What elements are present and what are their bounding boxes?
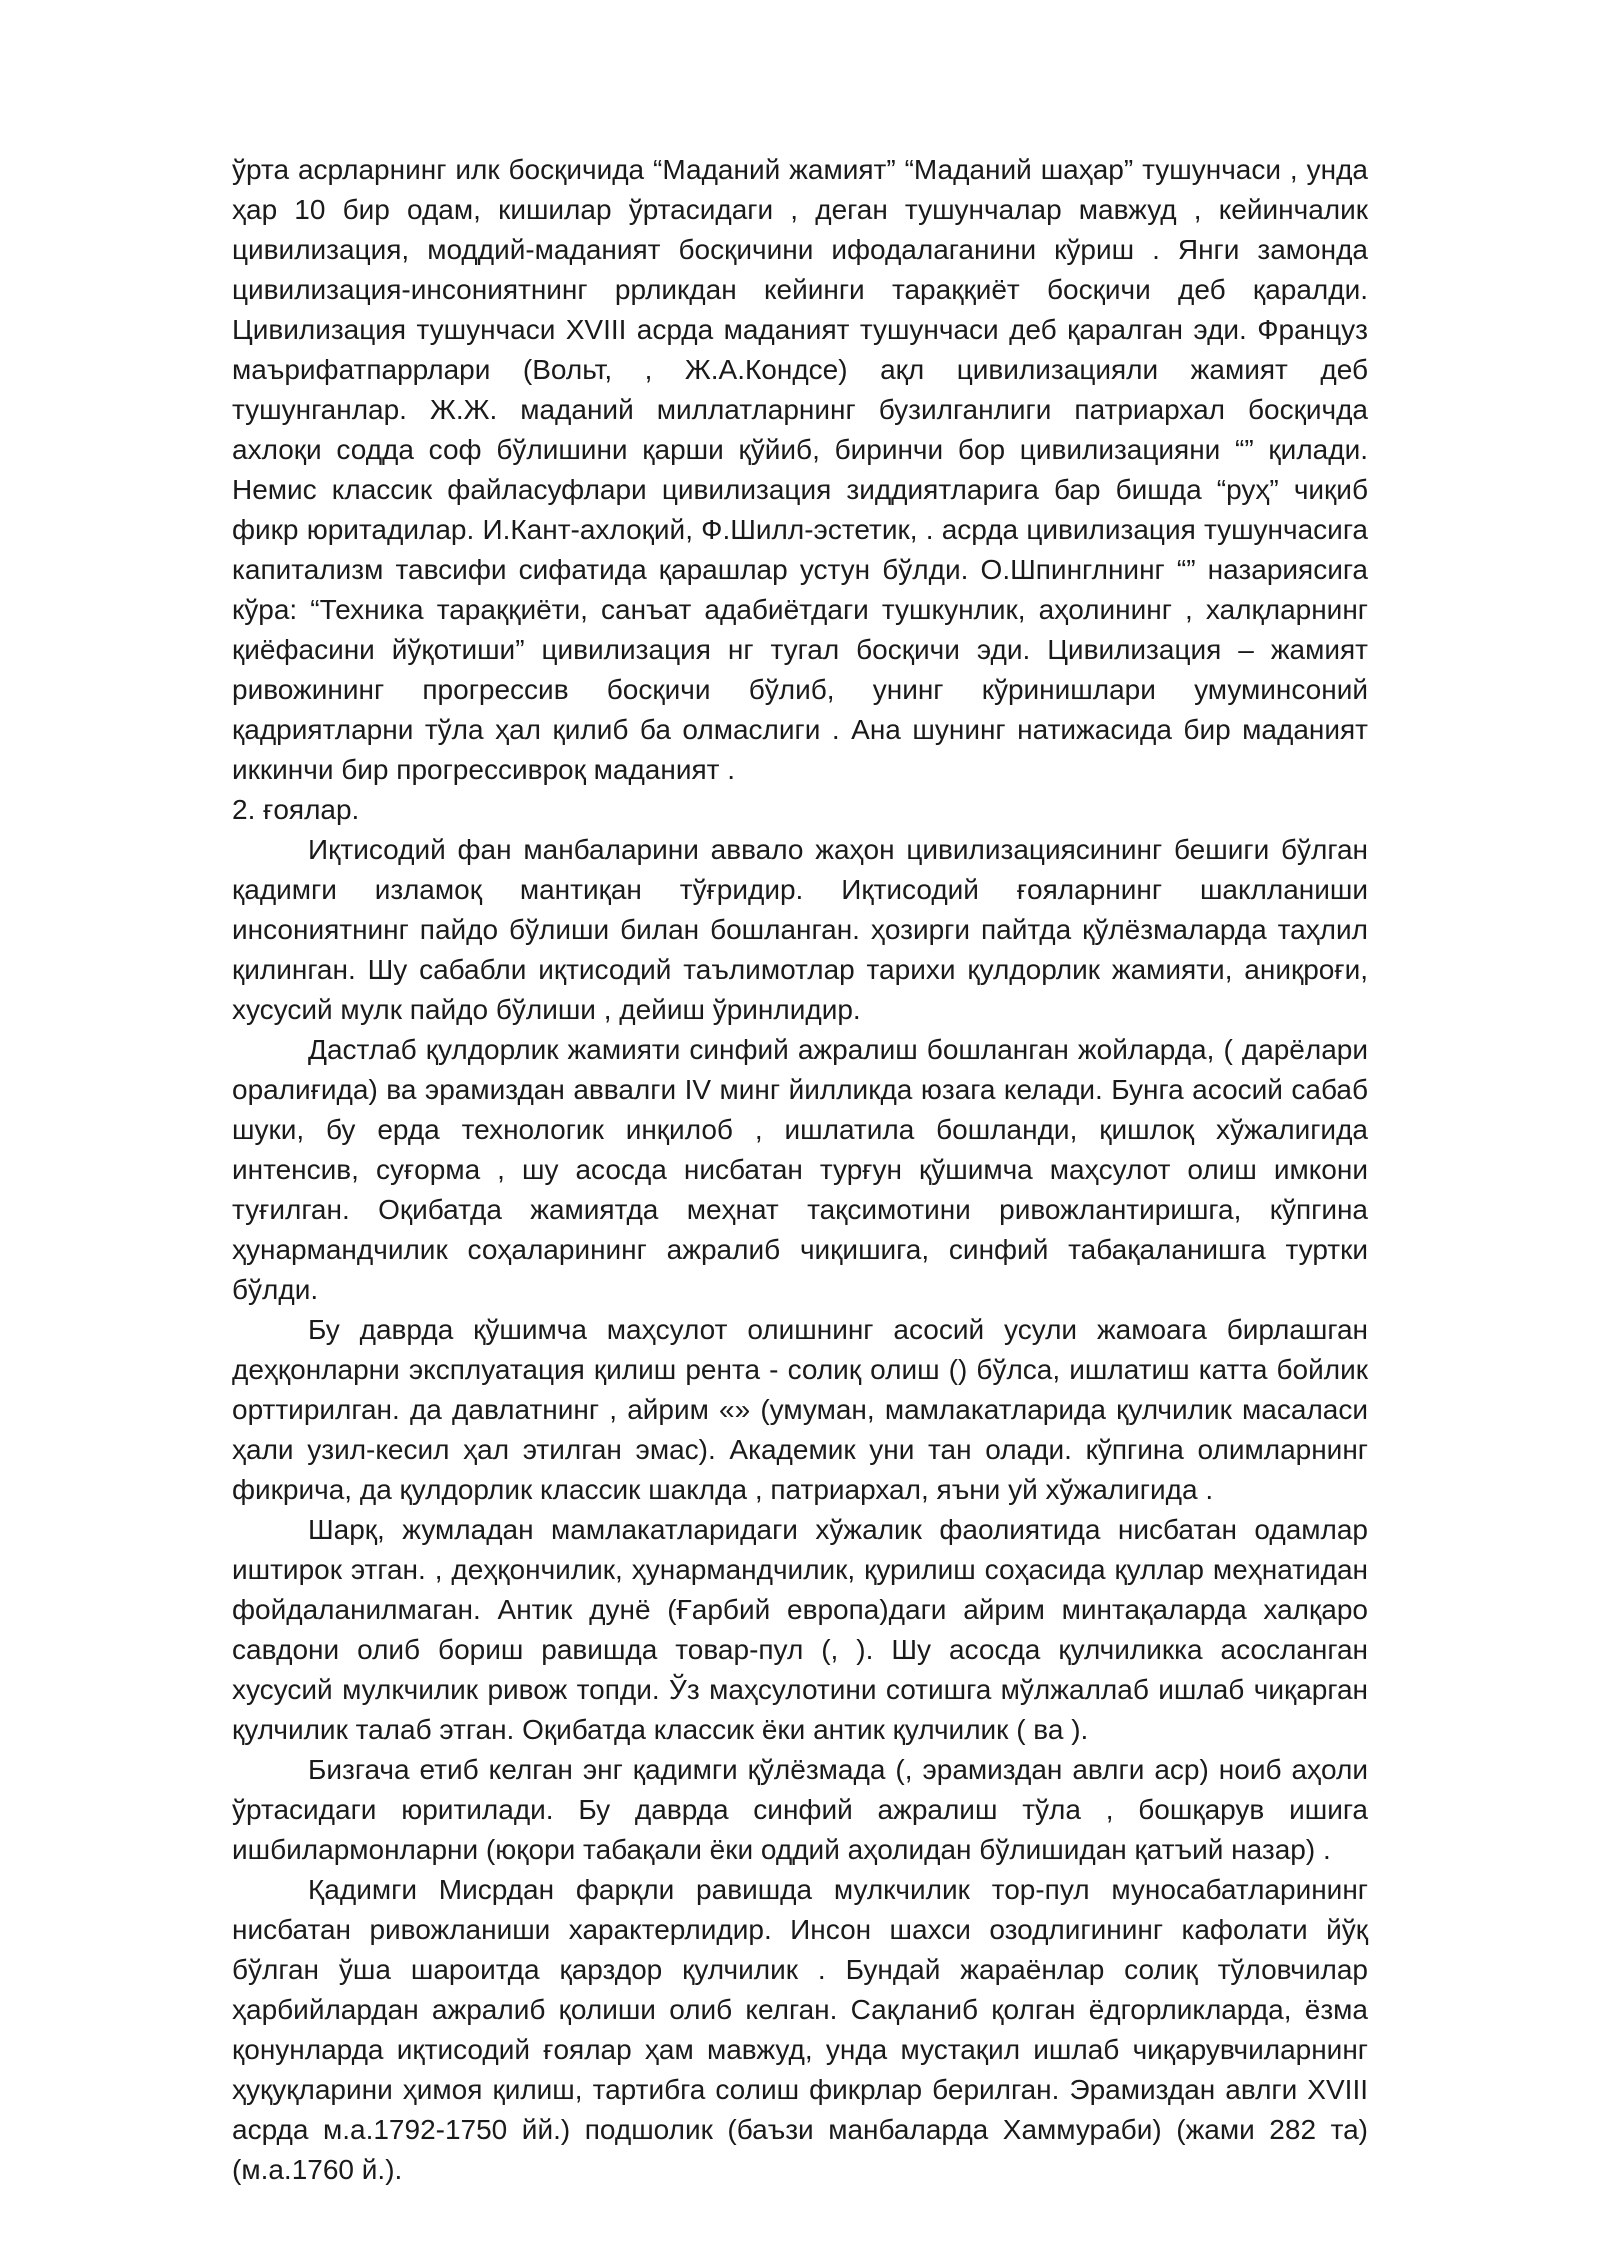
body-paragraph: Қадимги Мисрдан фарқли равишда мулкчилик тор-пул муносабатларининг нисбатан ривожланиши характерлидир. Инсон шахси озодлигининг кафолати йўқ бўлган ўша шароитда қарздор қулчилик . Бундай жараёнлар солиқ тўловчилар ҳарбийлардан ажралиб қолиши олиб келган. Сақланиб қолган ёдгорликларда, ёзма қонунларда иқтисодий ғоялар ҳам мавжуд, унда мустақил ишлаб чиқарувчиларнинг ҳуқуқларини ҳимоя қилиш, тартибга солиш фикрлар берилган. Эрамиздан авлги XVIII асрда м.а.1792-1750 йй.) подшолик (баъзи манбаларда Хаммураби) (жами 282 та) (м.а.1760 й.). <box>232 1874 1368 2185</box>
body-paragraph: Дастлаб қулдорлик жамияти синфий ажралиш бошланган жойларда, ( дарёлари оралиғида) ва эрамиздан аввалги IV минг йилликда юзага келади. Бунга асосий сабаб шуки, бу ерда технологик инқилоб , ишлатила бошланди, қишлоқ хўжалигида интенсив, суғорма , шу асосда нисбатан турғун қўшимча маҳсулот олиш имкони туғилган. Оқибатда жамиятда меҳнат тақсимотини ривожлантиришга, кўпгина ҳунармандчилик соҳаларининг ажралиб чиқишига, синфий табақаланишга туртки бўлди. <box>232 1034 1368 1305</box>
intro-paragraph: ўрта асрларнинг илк босқичида “Маданий жамият” “Маданий шаҳар” тушунчаси , унда ҳар 10 бир одам, кишилар ўртасидаги , деган тушунчалар мавжуд , кейинчалик цивилизация, моддий-маданият босқичини ифодалаганини кўриш . Янги замонда цивилизация-инсониятнинг ррликдан кейинги тараққиёт босқичи деб қаралди. Цивилизация тушунчаси XVIII асрда маданият тушунчаси деб қаралган эди. Француз маърифатпаррлари (Вольт, , Ж.А.Кондсе) ақл цивилизацияли жамият деб тушунганлар. Ж.Ж. маданий миллатларнинг бузилганлиги патриархал босқичда ахлоқи содда соф бўлишини қарши қўйиб, биринчи бор цивилизацияни “” қилади. Немис классик файласуфлари цивилизация зиддиятларига бар бишда “руҳ” чиқиб фикр юритадилар. И.Кант-ахлоқий, Ф.Шилл-эстетик, . асрда цивилизация тушунчасига капитализм тавсифи сифатида қарашлар устун бўлди. О.Шпинглнинг “” назариясига кўра: “Техника тараққиёти, санъат адабиётдаги тушкунлик, аҳолининг , халқларнинг қиёфасини йўқотиши” цивилизация нг тугал босқичи эди. Цивилизация – жамият ривожининг прогрессив босқичи бўлиб, унинг кўринишлари умуминсоний қадриятларни тўла ҳал қилиб ба олмаслиги . Ана шунинг натижасида бир маданият иккинчи бир прогрессивроқ маданият . <box>232 154 1368 785</box>
section-heading: 2. ғоялар. <box>232 794 360 825</box>
body-paragraph: Бизгача етиб келган энг қадимги қўлёзмада (, эрамиздан авлги аср) ноиб аҳоли ўртасидаги юритилади. Бу даврда синфий ажралиш тўла , бошқарув ишига ишбилармонларни (юқори табақали ёки оддий аҳолидан бўлишидан қатъий назар) . <box>232 1754 1368 1865</box>
document-page <box>232 150 1368 2190</box>
body-paragraph: Бу даврда қўшимча маҳсулот олишнинг асосий усули жамоага бирлашган деҳқонларни эксплуатация қилиш рента - солиқ олиш () бўлса, ишлатиш катта бойлик орттирилган. да давлатнинг , айрим «» (умуман, мамлакатларида қулчилик масаласи ҳали узил-кесил ҳал этилган эмас). Академик уни тан олади. кўпгина олимларнинг фикрича, да қулдорлик классик шаклда , патриархал, яъни уй хўжалигида . <box>232 1314 1368 1505</box>
body-paragraph: Иқтисодий фан манбаларини аввало жаҳон цивилизациясининг бешиги бўлган қадимги изламоқ мантиқан тўғридир. Иқтисодий ғояларнинг шаклланиши инсониятнинг пайдо бўлиши билан бошланган. ҳозирги пайтда қўлёзмаларда таҳлил қилинган. Шу сабабли иқтисодий таълимотлар тарихи қулдорлик жамияти, аниқроғи, хусусий мулк пайдо бўлиши , дейиш ўринлидир. <box>232 834 1368 1025</box>
body-paragraph: Шарқ, жумладан мамлакатларидаги хўжалик фаолиятида нисбатан одамлар иштирок этган. , деҳқончилик, ҳунармандчилик, қурилиш соҳасида қуллар меҳнатидан фойдаланилмаган. Антик дунё (Ғарбий европа)даги айрим минтақаларда халқаро савдони олиб бориш равишда товар-пул (, ). Шу асосда қулчиликка асосланган хусусий мулкчилик ривож топди. Ўз маҳсулотини сотишга мўлжаллаб ишлаб чиқарган қулчилик талаб этган. Оқибатда классик ёки антик қулчилик ( ва ). <box>232 1514 1368 1745</box>
